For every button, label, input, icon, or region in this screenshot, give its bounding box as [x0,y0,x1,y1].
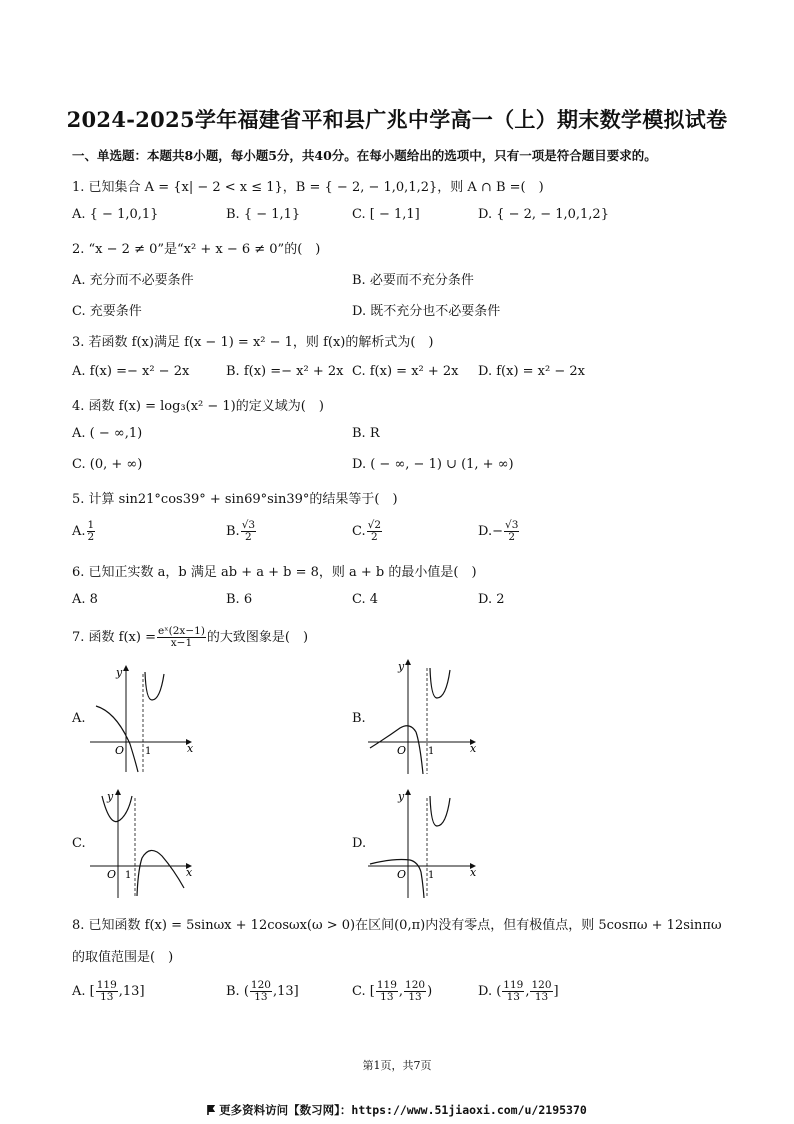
flag-icon [207,1105,215,1115]
fraction-numerator: 119 [96,979,117,991]
x-label: x [187,742,194,755]
q8-option-d [478,980,559,1003]
q8-option-d-end: ] [553,984,559,999]
q8-option-c-end: ) [427,984,433,999]
q5-option-d-prefix: − [492,524,503,539]
question-4-stem: 4. 函数 f(x) = log₃(x² − 1)的定义域为( ) [72,399,324,414]
y-axis-arrow [115,789,121,795]
graph-d [364,784,482,902]
fraction-denominator: x−1 [170,637,193,649]
q8-option-d-label: D. ( [478,984,502,999]
x-label: x [186,866,193,879]
q5-option-c-fraction [367,520,382,543]
q4-option-b: B. R [352,426,380,441]
q5-option-d-label: D. [478,524,493,539]
q2-option-d: D. 既不充分也不必要条件 [352,304,501,319]
question-2-stem: 2. “x − 2 ≠ 0”是“x² + x − 6 ≠ 0”的( ) [72,242,321,257]
question-8-stem-line2: 的取值范围是( ) [72,950,174,965]
q5-option-b [226,520,257,543]
q3-option-c: C. f(x) = x² + 2x [352,364,459,379]
question-6-stem: 6. 已知正实数 a，b 满足 ab + a + b = 8，则 a + b 的最小值是( ) [72,565,477,580]
q7-stem-prefix: 7. 函数 f(x) = [72,630,156,645]
q8-option-a-label: A. [ [72,984,95,999]
y-label: y [107,790,114,803]
fraction-numerator: √2 [367,519,381,531]
section-header: 一、单选题：本题共8小题，每小题5分，共40分。在每小题给出的选项中，只有一项是符合题目要求的。 [72,148,657,163]
fraction-denominator: 13 [506,991,520,1003]
tick-label: 1 [428,746,435,757]
graph-b [364,654,482,776]
q3-option-b: B. f(x) =− x² + 2x [226,364,344,379]
page-number: 第1页，共7页 [362,1059,432,1072]
q4-option-c: C. (0, + ∞) [72,457,143,472]
q8-option-c-mid: , [398,984,404,999]
q5-option-c-label: C. [352,524,366,539]
resource-link[interactable] [0,1102,794,1118]
q8-option-c-frac2 [404,980,426,1003]
right-branch [430,668,450,698]
graph-a [86,660,198,775]
q8-option-c [352,980,432,1003]
x-label: x [470,742,477,755]
fraction-denominator: 2 [370,531,378,543]
q7-fraction [157,626,206,649]
q2-option-c: C. 充要条件 [72,304,142,319]
q8-option-b-frac1 [250,980,272,1003]
q2-option-b: B. 必要而不充分条件 [352,273,474,288]
q1-option-c: C. [ − 1,1] [352,207,420,222]
q8-option-b-label: B. ( [226,984,249,999]
right-branch [145,672,164,700]
origin-label: O [115,744,125,757]
q8-option-d-mid: , [525,984,530,999]
q7-option-c: C. [72,836,86,851]
q8-option-a-mid: ,13] [118,984,145,999]
q1-option-d: D. { − 2, − 1,0,1,2} [478,207,609,222]
question-3-stem: 3. 若函数 f(x)满足 f(x − 1) = x² − 1，则 f(x)的解析式为( ) [72,335,434,350]
fraction-numerator: 120 [531,979,552,991]
left-branch [96,706,138,772]
tick-label: 1 [145,746,152,757]
q7-option-d: D. [352,836,367,851]
fraction-numerator: 120 [250,979,271,991]
q7-stem-suffix: 的大致图象是( ) [206,630,309,645]
fraction-numerator: eˣ(2x−1) [157,625,205,637]
fraction-denominator: 13 [100,991,114,1003]
q3-option-d: D. f(x) = x² − 2x [478,364,585,379]
q5-option-a-label: A. [72,524,86,539]
question-7-stem [72,626,308,649]
y-axis-arrow [123,665,129,671]
fraction-denominator: 13 [534,991,549,1003]
fraction-denominator: 13 [408,991,422,1003]
q3-option-a: A. f(x) =− x² − 2x [72,364,190,379]
origin-label: O [107,868,117,881]
q5-option-a-fraction [87,520,96,543]
q8-option-a [72,980,145,1003]
fraction-numerator: 120 [405,979,426,991]
right-branch [137,850,184,896]
origin-label: O [397,868,407,881]
q5-option-b-fraction [241,520,256,543]
q1-option-a: A. { − 1,0,1} [72,207,159,222]
q5-option-d-fraction [504,520,519,543]
q4-option-a: A. ( − ∞,1) [72,426,143,441]
q5-option-d [478,520,520,543]
q8-option-d-frac1 [502,980,524,1003]
q6-option-a: A. 8 [72,592,98,607]
fraction-numerator: 119 [376,979,397,991]
origin-label: O [397,744,407,757]
y-label: y [398,790,405,803]
fraction-denominator: 13 [254,991,268,1003]
q7-option-a: A. [72,711,86,726]
resource-link-text[interactable]: 更多资料访问【数习网】：https://www.51jiaoxi.com/u/2195370 [219,1103,587,1117]
q8-option-b [226,980,299,1003]
q6-option-c: C. 4 [352,592,379,607]
y-axis-arrow [405,789,411,795]
q8-option-a-frac1 [96,980,118,1003]
page-title: 2024-2025学年福建省平和县广兆中学高一（上）期末数学模拟试卷 [66,107,728,132]
fraction-denominator: 2 [508,531,516,543]
q2-option-a: A. 充分而不必要条件 [72,273,194,288]
q4-option-d: D. ( − ∞, − 1) ∪ (1, + ∞) [352,457,514,472]
q8-option-b-mid: ,13] [272,984,299,999]
q1-option-b: B. { − 1,1} [226,207,301,222]
y-axis-arrow [405,659,411,665]
fraction-numerator: √3 [505,519,519,531]
right-branch [430,796,450,826]
fraction-denominator: 2 [245,531,252,543]
question-8-stem-line1: 8. 已知函数 f(x) = 5sinωx + 12cosωx(ω > 0)在区间(0,π)内没有零点，但有极值点，则 5cosπω + 12sinπω [72,918,722,933]
fraction-denominator: 2 [87,531,95,543]
q5-option-c [352,520,383,543]
fraction-numerator: √3 [241,519,256,531]
tick-label: 1 [428,870,435,881]
fraction-numerator: 1 [87,519,95,531]
q7-option-b: B. [352,711,366,726]
question-1-stem: 1. 已知集合 A = {x| − 2 < x ≤ 1}，B = { − 2, − 1,0,1,2}，则 A ∩ B =( ) [72,180,544,195]
q8-option-c-frac1 [376,980,398,1003]
x-label: x [470,866,477,879]
q6-option-d: D. 2 [478,592,505,607]
fraction-numerator: 119 [503,979,524,991]
question-5-stem: 5. 计算 sin21°cos39° + sin69°sin39°的结果等于( ) [72,492,398,507]
q5-option-a [72,520,96,543]
q5-option-b-label: B. [226,524,240,539]
q8-option-c-label: C. [ [352,984,375,999]
tick-label: 1 [125,870,132,881]
q8-option-d-frac2 [530,980,552,1003]
y-label: y [116,666,123,679]
y-label: y [398,660,405,673]
fraction-denominator: 13 [380,991,394,1003]
q6-option-b: B. 6 [226,592,253,607]
graph-c [86,784,198,902]
